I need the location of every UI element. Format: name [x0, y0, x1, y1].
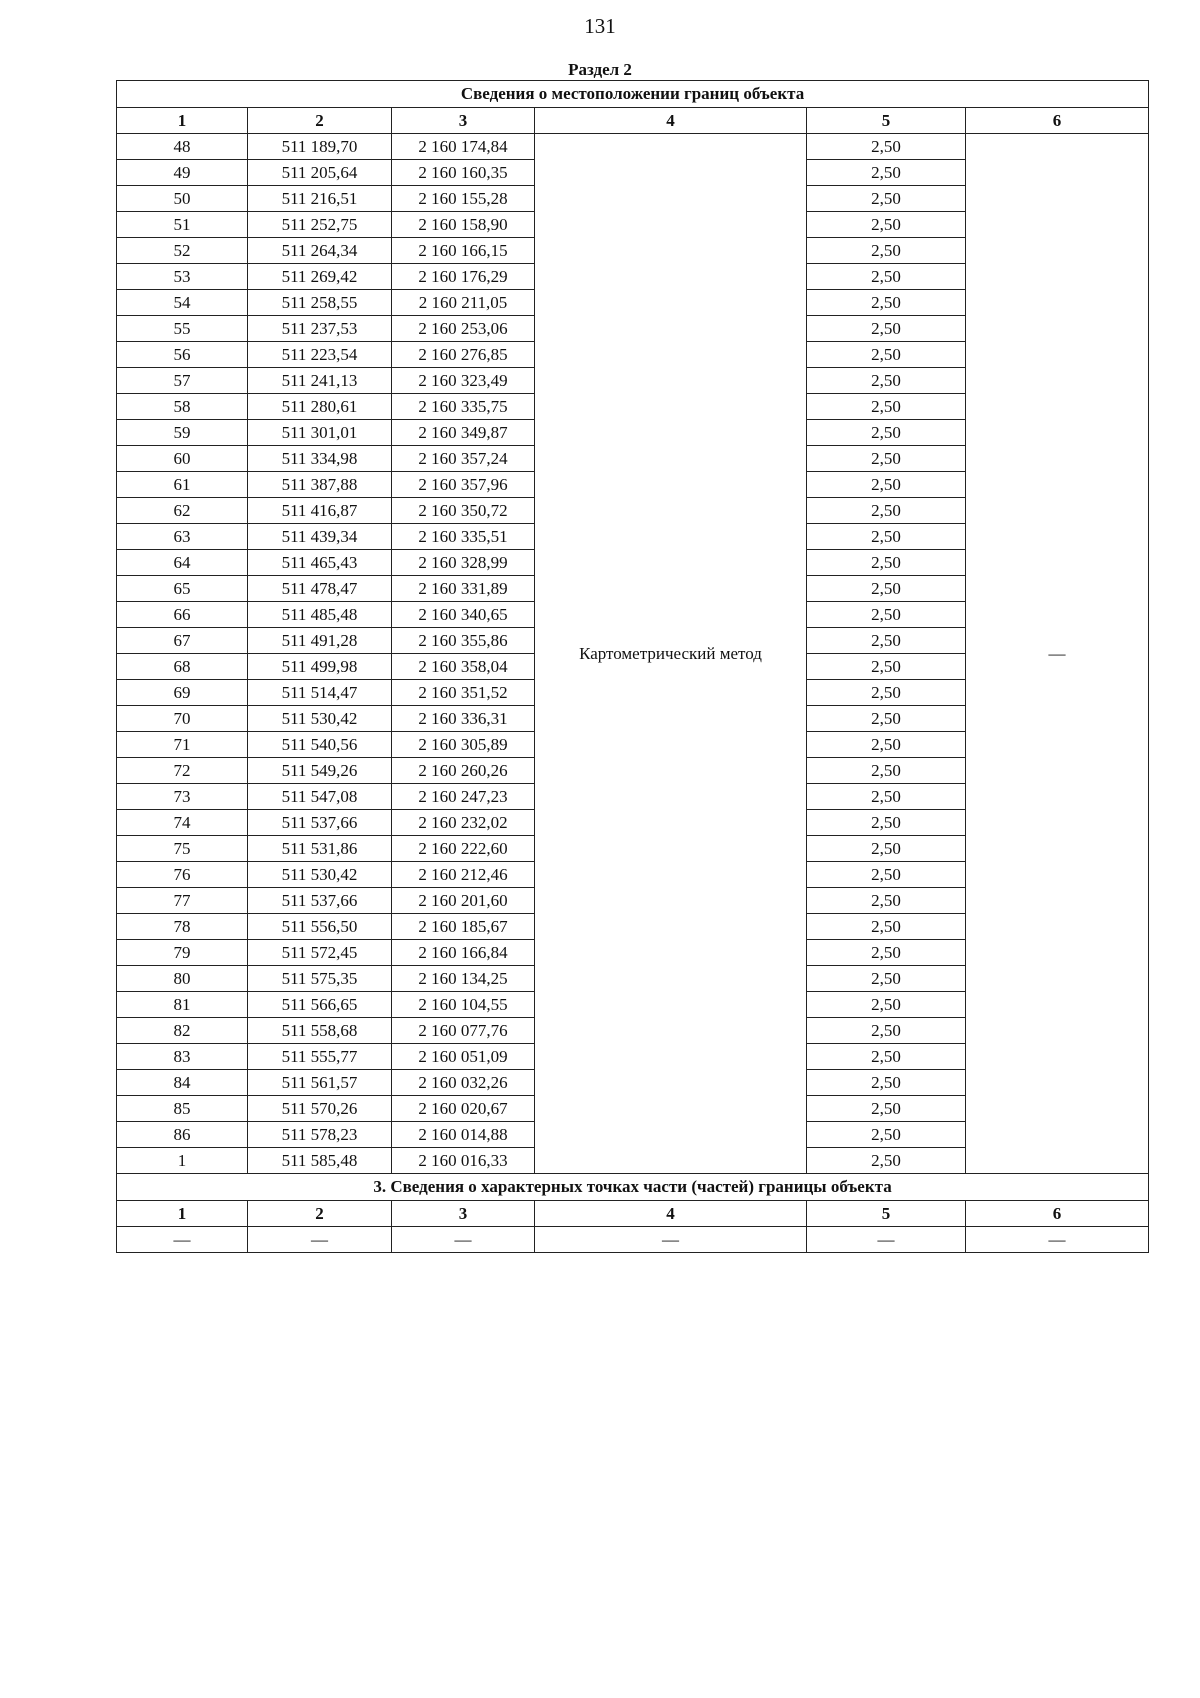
x-coordinate-cell: 511 485,48	[248, 602, 392, 628]
accuracy-cell: 2,50	[807, 524, 966, 550]
y-coordinate-cell: 2 160 032,26	[392, 1070, 535, 1096]
x-coordinate-cell: 511 555,77	[248, 1044, 392, 1070]
point-number-cell: 59	[117, 420, 248, 446]
table-row	[117, 134, 1149, 160]
subsection-title-row	[117, 1174, 1149, 1201]
point-number-cell: 84	[117, 1070, 248, 1096]
accuracy-cell: 2,50	[807, 992, 966, 1018]
subsection-cell: —	[807, 1227, 966, 1253]
point-number-cell: 49	[117, 160, 248, 186]
y-coordinate-cell: 2 160 104,55	[392, 992, 535, 1018]
accuracy-cell: 2,50	[807, 784, 966, 810]
subsection-cell: —	[966, 1227, 1149, 1253]
y-coordinate-cell: 2 160 134,25	[392, 966, 535, 992]
y-coordinate-cell: 2 160 276,85	[392, 342, 535, 368]
point-number-cell: 86	[117, 1122, 248, 1148]
accuracy-cell: 2,50	[807, 1096, 966, 1122]
col6-cell: —	[966, 134, 1149, 1174]
table-title: Сведения о местоположении границ объекта	[117, 81, 1149, 108]
point-number-cell: 57	[117, 368, 248, 394]
subsection-cell: —	[392, 1227, 535, 1253]
subsection-header: 2	[248, 1201, 392, 1227]
x-coordinate-cell: 511 540,56	[248, 732, 392, 758]
y-coordinate-cell: 2 160 222,60	[392, 836, 535, 862]
accuracy-cell: 2,50	[807, 940, 966, 966]
x-coordinate-cell: 511 216,51	[248, 186, 392, 212]
x-coordinate-cell: 511 566,65	[248, 992, 392, 1018]
accuracy-cell: 2,50	[807, 602, 966, 628]
accuracy-cell: 2,50	[807, 342, 966, 368]
subsection-header: 6	[966, 1201, 1149, 1227]
point-number-cell: 78	[117, 914, 248, 940]
x-coordinate-cell: 511 570,26	[248, 1096, 392, 1122]
accuracy-cell: 2,50	[807, 160, 966, 186]
y-coordinate-cell: 2 160 247,23	[392, 784, 535, 810]
y-coordinate-cell: 2 160 358,04	[392, 654, 535, 680]
subsection-cell: —	[117, 1227, 248, 1253]
accuracy-cell: 2,50	[807, 472, 966, 498]
point-number-cell: 76	[117, 862, 248, 888]
x-coordinate-cell: 511 258,55	[248, 290, 392, 316]
accuracy-cell: 2,50	[807, 238, 966, 264]
point-number-cell: 52	[117, 238, 248, 264]
accuracy-cell: 2,50	[807, 862, 966, 888]
column-header: 6	[966, 108, 1149, 134]
y-coordinate-cell: 2 160 323,49	[392, 368, 535, 394]
point-number-cell: 65	[117, 576, 248, 602]
point-number-cell: 63	[117, 524, 248, 550]
point-number-cell: 62	[117, 498, 248, 524]
accuracy-cell: 2,50	[807, 1122, 966, 1148]
accuracy-cell: 2,50	[807, 758, 966, 784]
accuracy-cell: 2,50	[807, 264, 966, 290]
point-number-cell: 73	[117, 784, 248, 810]
accuracy-cell: 2,50	[807, 1148, 966, 1174]
accuracy-cell: 2,50	[807, 888, 966, 914]
x-coordinate-cell: 511 280,61	[248, 394, 392, 420]
accuracy-cell: 2,50	[807, 212, 966, 238]
column-header: 3	[392, 108, 535, 134]
accuracy-cell: 2,50	[807, 550, 966, 576]
y-coordinate-cell: 2 160 155,28	[392, 186, 535, 212]
x-coordinate-cell: 511 578,23	[248, 1122, 392, 1148]
subsection-header: 1	[117, 1201, 248, 1227]
accuracy-cell: 2,50	[807, 186, 966, 212]
y-coordinate-cell: 2 160 020,67	[392, 1096, 535, 1122]
accuracy-cell: 2,50	[807, 836, 966, 862]
accuracy-cell: 2,50	[807, 1018, 966, 1044]
point-number-cell: 71	[117, 732, 248, 758]
section-title: Раздел 2	[568, 60, 632, 79]
accuracy-cell: 2,50	[807, 706, 966, 732]
x-coordinate-cell: 511 491,28	[248, 628, 392, 654]
point-number-cell: 53	[117, 264, 248, 290]
y-coordinate-cell: 2 160 349,87	[392, 420, 535, 446]
y-coordinate-cell: 2 160 212,46	[392, 862, 535, 888]
accuracy-cell: 2,50	[807, 368, 966, 394]
y-coordinate-cell: 2 160 357,96	[392, 472, 535, 498]
point-number-cell: 81	[117, 992, 248, 1018]
y-coordinate-cell: 2 160 331,89	[392, 576, 535, 602]
accuracy-cell: 2,50	[807, 134, 966, 160]
subsection-title: 3. Сведения о характерных точках части (частей) границы объекта	[117, 1174, 1149, 1201]
accuracy-cell: 2,50	[807, 654, 966, 680]
x-coordinate-cell: 511 439,34	[248, 524, 392, 550]
point-number-cell: 68	[117, 654, 248, 680]
point-number-cell: 1	[117, 1148, 248, 1174]
accuracy-cell: 2,50	[807, 290, 966, 316]
x-coordinate-cell: 511 189,70	[248, 134, 392, 160]
y-coordinate-cell: 2 160 351,52	[392, 680, 535, 706]
point-number-cell: 64	[117, 550, 248, 576]
point-number-cell: 50	[117, 186, 248, 212]
point-number-cell: 75	[117, 836, 248, 862]
subsection-row	[117, 1227, 1149, 1253]
x-coordinate-cell: 511 387,88	[248, 472, 392, 498]
point-number-cell: 74	[117, 810, 248, 836]
x-coordinate-cell: 511 514,47	[248, 680, 392, 706]
x-coordinate-cell: 511 241,13	[248, 368, 392, 394]
point-number-cell: 82	[117, 1018, 248, 1044]
subsection-header: 5	[807, 1201, 966, 1227]
x-coordinate-cell: 511 572,45	[248, 940, 392, 966]
table-title-row	[117, 81, 1149, 108]
y-coordinate-cell: 2 160 166,84	[392, 940, 535, 966]
point-number-cell: 77	[117, 888, 248, 914]
subsection-header: 4	[535, 1201, 807, 1227]
y-coordinate-cell: 2 160 260,26	[392, 758, 535, 784]
column-header: 5	[807, 108, 966, 134]
subsection-header: 3	[392, 1201, 535, 1227]
method-cell: Картометрический метод	[535, 134, 807, 1174]
y-coordinate-cell: 2 160 335,51	[392, 524, 535, 550]
y-coordinate-cell: 2 160 158,90	[392, 212, 535, 238]
page-number: 131	[584, 14, 616, 38]
y-coordinate-cell: 2 160 355,86	[392, 628, 535, 654]
point-number-cell: 67	[117, 628, 248, 654]
accuracy-cell: 2,50	[807, 732, 966, 758]
x-coordinate-cell: 511 556,50	[248, 914, 392, 940]
accuracy-cell: 2,50	[807, 316, 966, 342]
x-coordinate-cell: 511 561,57	[248, 1070, 392, 1096]
accuracy-cell: 2,50	[807, 394, 966, 420]
y-coordinate-cell: 2 160 328,99	[392, 550, 535, 576]
x-coordinate-cell: 511 499,98	[248, 654, 392, 680]
y-coordinate-cell: 2 160 350,72	[392, 498, 535, 524]
y-coordinate-cell: 2 160 232,02	[392, 810, 535, 836]
column-header: 2	[248, 108, 392, 134]
y-coordinate-cell: 2 160 305,89	[392, 732, 535, 758]
y-coordinate-cell: 2 160 016,33	[392, 1148, 535, 1174]
point-number-cell: 69	[117, 680, 248, 706]
y-coordinate-cell: 2 160 174,84	[392, 134, 535, 160]
x-coordinate-cell: 511 301,01	[248, 420, 392, 446]
accuracy-cell: 2,50	[807, 576, 966, 602]
x-coordinate-cell: 511 252,75	[248, 212, 392, 238]
y-coordinate-cell: 2 160 201,60	[392, 888, 535, 914]
x-coordinate-cell: 511 205,64	[248, 160, 392, 186]
subsection-cell: —	[248, 1227, 392, 1253]
x-coordinate-cell: 511 530,42	[248, 706, 392, 732]
point-number-cell: 58	[117, 394, 248, 420]
point-number-cell: 72	[117, 758, 248, 784]
point-number-cell: 83	[117, 1044, 248, 1070]
column-header: 1	[117, 108, 248, 134]
point-number-cell: 70	[117, 706, 248, 732]
point-number-cell: 66	[117, 602, 248, 628]
accuracy-cell: 2,50	[807, 628, 966, 654]
subsection-header-row	[117, 1201, 1149, 1227]
x-coordinate-cell: 511 585,48	[248, 1148, 392, 1174]
x-coordinate-cell: 511 269,42	[248, 264, 392, 290]
x-coordinate-cell: 511 531,86	[248, 836, 392, 862]
x-coordinate-cell: 511 478,47	[248, 576, 392, 602]
point-number-cell: 61	[117, 472, 248, 498]
column-header-row	[117, 108, 1149, 134]
boundary-table	[116, 80, 1149, 1253]
y-coordinate-cell: 2 160 357,24	[392, 446, 535, 472]
y-coordinate-cell: 2 160 211,05	[392, 290, 535, 316]
y-coordinate-cell: 2 160 166,15	[392, 238, 535, 264]
x-coordinate-cell: 511 530,42	[248, 862, 392, 888]
y-coordinate-cell: 2 160 051,09	[392, 1044, 535, 1070]
y-coordinate-cell: 2 160 160,35	[392, 160, 535, 186]
x-coordinate-cell: 511 223,54	[248, 342, 392, 368]
y-coordinate-cell: 2 160 014,88	[392, 1122, 535, 1148]
y-coordinate-cell: 2 160 185,67	[392, 914, 535, 940]
point-number-cell: 51	[117, 212, 248, 238]
point-number-cell: 54	[117, 290, 248, 316]
accuracy-cell: 2,50	[807, 1044, 966, 1070]
column-header: 4	[535, 108, 807, 134]
accuracy-cell: 2,50	[807, 498, 966, 524]
accuracy-cell: 2,50	[807, 966, 966, 992]
x-coordinate-cell: 511 547,08	[248, 784, 392, 810]
x-coordinate-cell: 511 537,66	[248, 888, 392, 914]
point-number-cell: 56	[117, 342, 248, 368]
x-coordinate-cell: 511 264,34	[248, 238, 392, 264]
x-coordinate-cell: 511 558,68	[248, 1018, 392, 1044]
y-coordinate-cell: 2 160 253,06	[392, 316, 535, 342]
x-coordinate-cell: 511 575,35	[248, 966, 392, 992]
x-coordinate-cell: 511 465,43	[248, 550, 392, 576]
accuracy-cell: 2,50	[807, 680, 966, 706]
x-coordinate-cell: 511 334,98	[248, 446, 392, 472]
y-coordinate-cell: 2 160 340,65	[392, 602, 535, 628]
y-coordinate-cell: 2 160 077,76	[392, 1018, 535, 1044]
point-number-cell: 55	[117, 316, 248, 342]
point-number-cell: 60	[117, 446, 248, 472]
accuracy-cell: 2,50	[807, 1070, 966, 1096]
accuracy-cell: 2,50	[807, 446, 966, 472]
accuracy-cell: 2,50	[807, 914, 966, 940]
point-number-cell: 80	[117, 966, 248, 992]
point-number-cell: 79	[117, 940, 248, 966]
subsection-cell: —	[535, 1227, 807, 1253]
accuracy-cell: 2,50	[807, 810, 966, 836]
x-coordinate-cell: 511 537,66	[248, 810, 392, 836]
y-coordinate-cell: 2 160 176,29	[392, 264, 535, 290]
y-coordinate-cell: 2 160 336,31	[392, 706, 535, 732]
x-coordinate-cell: 511 549,26	[248, 758, 392, 784]
x-coordinate-cell: 511 416,87	[248, 498, 392, 524]
x-coordinate-cell: 511 237,53	[248, 316, 392, 342]
accuracy-cell: 2,50	[807, 420, 966, 446]
point-number-cell: 85	[117, 1096, 248, 1122]
y-coordinate-cell: 2 160 335,75	[392, 394, 535, 420]
point-number-cell: 48	[117, 134, 248, 160]
